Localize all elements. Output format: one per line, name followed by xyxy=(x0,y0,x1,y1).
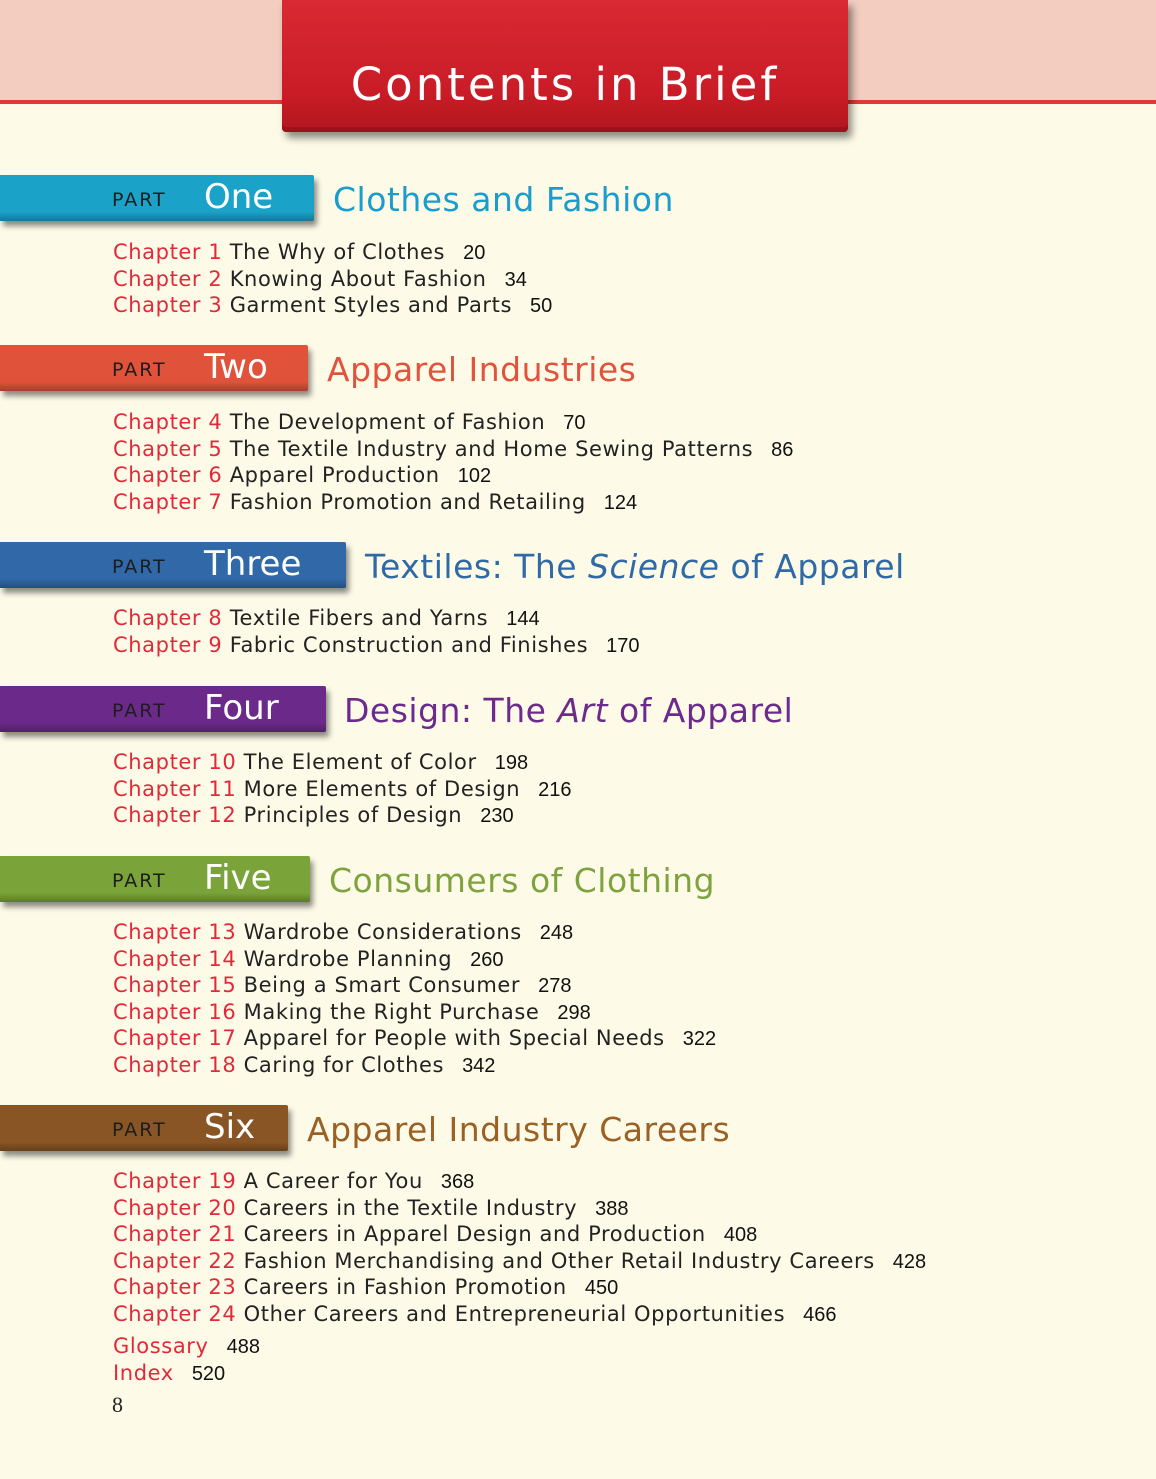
list-item[interactable] xyxy=(113,1025,716,1052)
chapter-label: Chapter 22 xyxy=(113,1248,237,1273)
chapter-label: Chapter 2 xyxy=(113,266,223,291)
chapter-page: 70 xyxy=(563,412,586,434)
list-item[interactable] xyxy=(113,776,572,803)
chapter-label: Chapter 3 xyxy=(113,293,223,317)
part-bar xyxy=(0,175,314,221)
title-banner xyxy=(282,0,848,132)
chapter-label: Chapter 12 xyxy=(113,803,237,827)
chapter-label: Chapter 5 xyxy=(113,436,223,461)
chapter-page: 198 xyxy=(494,752,529,774)
list-item[interactable] xyxy=(113,462,793,489)
chapter-list xyxy=(113,1168,926,1327)
chapter-title: Fabric Construction and Finishes xyxy=(229,632,589,657)
chapter-label: Chapter 8 xyxy=(113,606,223,630)
chapter-title: Apparel Production xyxy=(229,463,440,487)
chapter-title: Caring for Clothes xyxy=(243,1052,445,1077)
chapter-list xyxy=(113,409,793,515)
chapter-page: 466 xyxy=(803,1303,837,1326)
chapter-title: Textile Fibers and Yarns xyxy=(229,606,489,630)
list-item[interactable] xyxy=(113,919,716,946)
list-item[interactable] xyxy=(113,802,572,829)
part-bar xyxy=(0,542,346,588)
list-item[interactable] xyxy=(113,1248,926,1275)
chapter-label: Chapter 7 xyxy=(113,489,223,514)
list-item[interactable] xyxy=(113,292,552,319)
chapter-page: 20 xyxy=(463,242,486,264)
chapter-list xyxy=(113,919,716,1078)
chapter-label: Chapter 4 xyxy=(113,410,223,434)
chapter-title: The Textile Industry and Home Sewing Patterns xyxy=(229,436,754,461)
part-number: Four xyxy=(204,688,279,728)
chapter-page: 388 xyxy=(595,1197,629,1220)
chapter-label: Chapter 20 xyxy=(113,1195,237,1220)
list-item[interactable] xyxy=(113,239,552,266)
list-item[interactable] xyxy=(113,972,716,999)
chapter-title: The Development of Fashion xyxy=(229,410,546,434)
part-number: Three xyxy=(204,544,302,584)
list-item[interactable] xyxy=(113,605,640,632)
chapter-label: Chapter 16 xyxy=(113,999,237,1024)
chapter-page: 342 xyxy=(462,1054,496,1077)
chapter-label: Chapter 1 xyxy=(113,240,223,264)
chapter-title: Being a Smart Consumer xyxy=(243,973,521,997)
list-item[interactable] xyxy=(113,1301,926,1328)
chapter-page: 124 xyxy=(603,491,638,514)
part-title[interactable]: Apparel Industries xyxy=(327,350,637,389)
part-word: PART xyxy=(112,359,167,381)
chapter-title: More Elements of Design xyxy=(243,776,521,801)
part-title[interactable]: Textiles: The Science of Apparel xyxy=(365,547,905,586)
chapter-title: The Why of Clothes xyxy=(229,240,446,264)
chapter-label: Chapter 17 xyxy=(113,1026,237,1050)
chapter-title: Other Careers and Entrepreneurial Opportunities xyxy=(243,1301,786,1326)
chapter-title: Careers in Apparel Design and Production xyxy=(243,1222,706,1246)
chapter-page: 278 xyxy=(538,975,572,997)
glossary-item[interactable] xyxy=(113,1333,260,1360)
chapter-title: Careers in Fashion Promotion xyxy=(243,1275,567,1299)
index-label: Index xyxy=(113,1360,174,1385)
chapter-page: 298 xyxy=(557,1001,591,1024)
chapter-label: Chapter 10 xyxy=(113,750,237,774)
chapter-label: Chapter 18 xyxy=(113,1052,237,1077)
chapter-page: 216 xyxy=(538,778,572,801)
chapter-page: 450 xyxy=(584,1277,619,1299)
list-item[interactable] xyxy=(113,999,716,1026)
index-page: 520 xyxy=(191,1362,226,1385)
part-word: PART xyxy=(112,1119,167,1141)
page-number: 8 xyxy=(112,1392,123,1417)
chapter-label: Chapter 11 xyxy=(113,776,237,801)
chapter-page: 260 xyxy=(470,948,504,971)
part-bar xyxy=(0,1105,288,1151)
chapter-title: Principles of Design xyxy=(243,803,463,827)
chapter-label: Chapter 24 xyxy=(113,1301,237,1326)
list-item[interactable] xyxy=(113,1195,926,1222)
part-bar xyxy=(0,686,326,732)
list-item[interactable] xyxy=(113,1221,926,1248)
chapter-page: 50 xyxy=(530,295,553,317)
list-item[interactable] xyxy=(113,489,793,516)
part-word: PART xyxy=(112,870,167,892)
part-word: PART xyxy=(112,556,167,578)
chapter-label: Chapter 23 xyxy=(113,1275,237,1299)
chapter-list xyxy=(113,239,552,319)
chapter-title: Careers in the Textile Industry xyxy=(243,1195,578,1220)
chapter-list xyxy=(113,605,640,658)
list-item[interactable] xyxy=(113,632,640,659)
part-bar xyxy=(0,856,310,902)
page-title: Contents in Brief xyxy=(350,58,780,111)
part-number: One xyxy=(204,177,274,217)
chapter-title: A Career for You xyxy=(243,1169,423,1193)
chapter-label: Chapter 6 xyxy=(113,463,223,487)
part-number: Two xyxy=(204,347,268,387)
chapter-page: 230 xyxy=(480,805,514,827)
chapter-title: Fashion Promotion and Retailing xyxy=(229,489,586,514)
chapter-page: 86 xyxy=(771,438,794,461)
part-number: Five xyxy=(204,858,272,898)
part-title[interactable]: Clothes and Fashion xyxy=(333,180,674,219)
part-word: PART xyxy=(112,189,167,211)
list-item[interactable] xyxy=(113,1052,716,1079)
chapter-label: Chapter 9 xyxy=(113,632,223,657)
chapter-title: Wardrobe Considerations xyxy=(243,920,522,944)
list-item[interactable] xyxy=(113,1274,926,1301)
chapter-title: Fashion Merchandising and Other Retail Industry Careers xyxy=(243,1248,875,1273)
chapter-label: Chapter 15 xyxy=(113,973,237,997)
chapter-title: Wardrobe Planning xyxy=(243,946,453,971)
glossary-label: Glossary xyxy=(113,1334,209,1358)
chapter-page: 144 xyxy=(506,608,540,630)
chapter-page: 428 xyxy=(892,1250,927,1273)
index-item[interactable] xyxy=(113,1360,260,1387)
part-title[interactable]: Apparel Industry Careers xyxy=(307,1110,731,1149)
list-item[interactable] xyxy=(113,946,716,973)
chapter-list xyxy=(113,749,572,829)
chapter-page: 368 xyxy=(440,1171,475,1193)
chapter-label: Chapter 21 xyxy=(113,1222,237,1246)
chapter-title: Apparel for People with Special Needs xyxy=(243,1026,665,1050)
chapter-label: Chapter 14 xyxy=(113,946,237,971)
chapter-title: Garment Styles and Parts xyxy=(229,293,513,317)
chapter-page: 102 xyxy=(457,465,492,487)
chapter-page: 408 xyxy=(723,1224,758,1246)
part-bar xyxy=(0,345,308,391)
list-item[interactable] xyxy=(113,749,572,776)
chapter-title: Making the Right Purchase xyxy=(243,999,540,1024)
back-matter-list xyxy=(113,1333,260,1386)
chapter-page: 170 xyxy=(606,634,640,657)
chapter-label: Chapter 19 xyxy=(113,1169,237,1193)
chapter-label: Chapter 13 xyxy=(113,920,237,944)
chapter-title: The Element of Color xyxy=(243,750,477,774)
list-item[interactable] xyxy=(113,409,793,436)
part-word: PART xyxy=(112,700,167,722)
glossary-page: 488 xyxy=(226,1336,260,1358)
list-item[interactable] xyxy=(113,436,793,463)
chapter-page: 322 xyxy=(682,1028,717,1050)
part-number: Six xyxy=(204,1107,256,1147)
chapter-page: 34 xyxy=(504,268,527,291)
part-title[interactable]: Design: The Art of Apparel xyxy=(344,691,794,730)
list-item[interactable] xyxy=(113,1168,926,1195)
list-item[interactable] xyxy=(113,266,552,293)
part-title[interactable]: Consumers of Clothing xyxy=(329,861,716,900)
chapter-page: 248 xyxy=(539,922,574,944)
chapter-title: Knowing About Fashion xyxy=(229,266,487,291)
